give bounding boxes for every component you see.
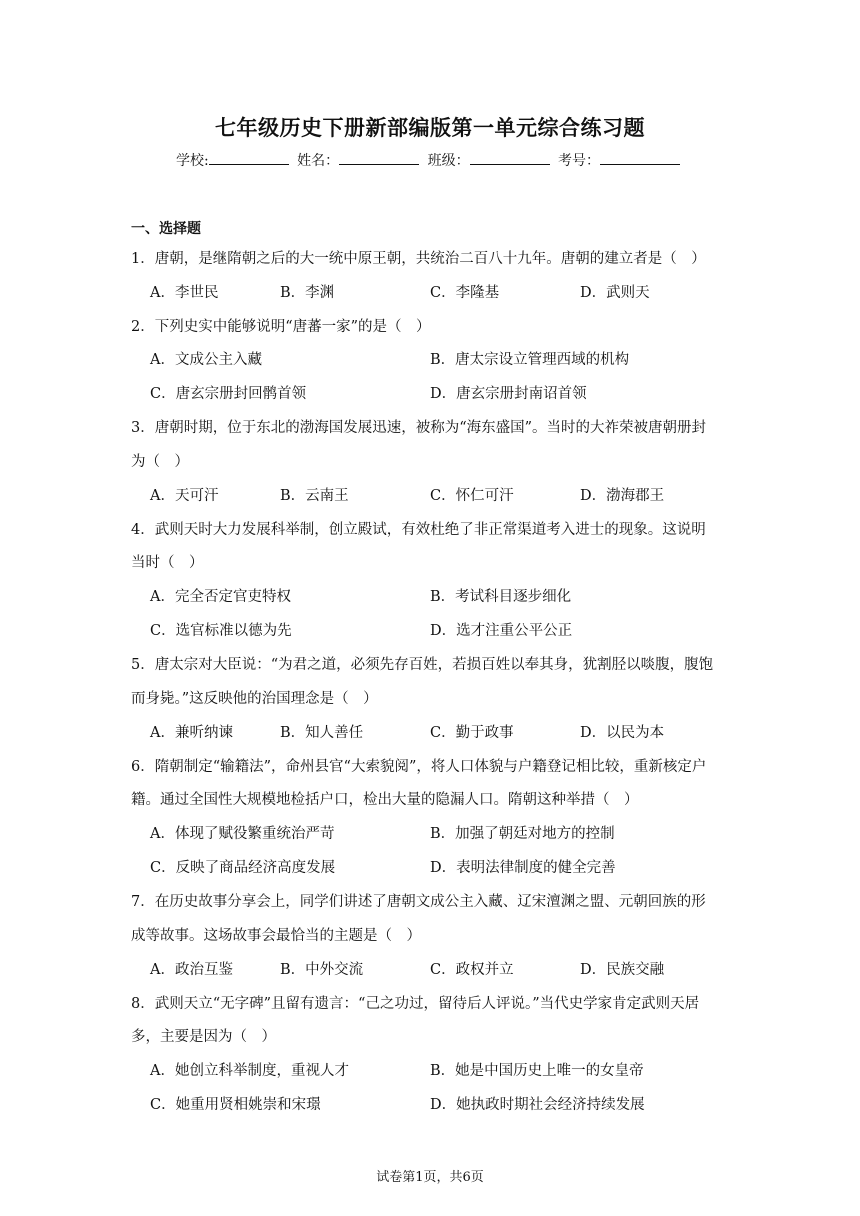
question-6-stem-line2: 籍。通过全国性大规模地检括户口，检出大量的隐漏人口。隋朝这种举措（ ） [131,792,639,808]
q1-option-a: A．李世民 [150,285,219,301]
q6-option-d: D．表明法律制度的健全完善 [430,860,616,876]
class-label: 班级： [427,153,470,169]
page-title: 七年级历史下册新部编版第一单元综合练习题 [215,115,645,140]
student-info-line [0,150,860,170]
q6-option-b: B．加强了朝廷对地方的控制 [430,826,615,842]
q3-option-a: A．天可汗 [150,488,219,504]
q2-option-b: B．唐太宗设立管理西域的机构 [430,352,630,368]
question-5-options [150,721,770,741]
question-5-stem-line2: 而身毙。”这反映他的治国理念是（ ） [131,691,378,707]
q8-option-d: D．她执政时期社会经济持续发展 [430,1097,645,1113]
q2-option-c: C．唐玄宗册封回鹘首领 [150,386,307,402]
question-3-stem-line2: 为（ ） [131,454,189,470]
q8-option-b: B．她是中国历史上唯一的女皇帝 [430,1063,644,1079]
q5-option-c: C．勤于政事 [430,725,514,741]
page-footer: 试卷第1页，共6页 [376,1170,484,1185]
question-8-stem-line1: 8．武则天立“无字碑”且留有遗言：“己之功过，留待后人评说。”当代史学家肯定武则天居 [131,996,700,1012]
question-4-options-row2 [150,619,770,639]
q3-option-c: C．怀仁可汗 [430,488,514,504]
exam-number-label: 考号： [558,153,601,169]
class-blank [470,150,550,165]
question-7-options [150,958,770,978]
question-3-options [150,484,770,504]
question-2-stem: 2．下列史实中能够说明“唐蕃一家”的是（ ） [131,319,431,335]
question-3-stem-line1: 3．唐朝时期，位于东北的渤海国发展迅速，被称为“海东盛国”。当时的大祚荣被唐朝册封 [131,420,707,436]
q7-option-a: A．政治互鉴 [150,962,233,978]
question-6-stem-line1: 6．隋朝制定“输籍法”，命州县官“大索貌阅”，将人口体貌与户籍登记相比较，重新核定户 [131,759,707,775]
exam-number-blank [600,150,680,165]
school-label: 学校: [175,153,209,169]
q2-option-d: D．唐玄宗册封南诏首领 [430,386,587,402]
question-7-stem-line1: 7．在历史故事分享会上，同学们讲述了唐朝文成公主入藏、辽宋澶渊之盟、元朝回族的形 [131,894,706,910]
school-blank [209,150,289,165]
question-4-stem-line2: 当时（ ） [131,555,204,571]
question-1-options [150,281,770,301]
q3-option-b: B．云南王 [280,488,349,504]
q1-option-c: C．李隆基 [430,285,500,301]
q8-option-a: A．她创立科举制度，重视人才 [150,1063,349,1079]
question-2-options-row2 [150,382,770,402]
q7-option-c: C．政权并立 [430,962,514,978]
question-2-options-row1 [150,348,770,368]
q5-option-b: B．知人善任 [280,725,364,741]
question-6-options-row2 [150,856,770,876]
q8-option-c: C．她重用贤相姚崇和宋璟 [150,1097,321,1113]
question-7-stem-line2: 成等故事。这场故事会最恰当的主题是（ ） [131,928,421,944]
q6-option-c: C．反映了商品经济高度发展 [150,860,336,876]
question-6-options-row1 [150,822,770,842]
question-4-stem-line1: 4．武则天时大力发展科举制，创立殿试，有效杜绝了非正常渠道考入进士的现象。这说明 [131,522,706,538]
q4-option-c: C．选官标准以德为先 [150,623,292,639]
question-5-stem-line1: 5．唐太宗对大臣说：“为君之道，必须先存百姓，若损百姓以奉其身，犹割胫以啖腹，腹饱 [131,657,714,673]
q4-option-a: A．完全否定官吏特权 [150,589,291,605]
question-8-options-row2 [150,1093,770,1113]
q5-option-a: A．兼听纳谏 [150,725,233,741]
q3-option-d: D．渤海郡王 [580,488,665,504]
question-8-stem-line2: 多，主要是因为（ ） [131,1029,276,1045]
q4-option-b: B．考试科目逐步细化 [430,589,572,605]
q7-option-d: D．民族交融 [580,962,665,978]
q1-option-b: B．李渊 [280,285,335,301]
q2-option-a: A．文成公主入藏 [150,352,262,368]
q1-option-d: D．武则天 [580,285,650,301]
question-4-options-row1 [150,585,770,605]
q7-option-b: B．中外交流 [280,962,364,978]
q6-option-a: A．体现了赋役繁重统治严苛 [150,826,335,842]
name-blank [339,150,419,165]
question-8-options-row1 [150,1059,770,1079]
q4-option-d: D．选才注重公平公正 [430,623,573,639]
question-1-stem: 1．唐朝，是继隋朝之后的大一统中原王朝，共统治二百八十九年。唐朝的建立者是（ ） [131,251,706,267]
section-heading: 一、选择题 [131,221,201,237]
q5-option-d: D．以民为本 [580,725,665,741]
name-label: 姓名： [297,153,340,169]
